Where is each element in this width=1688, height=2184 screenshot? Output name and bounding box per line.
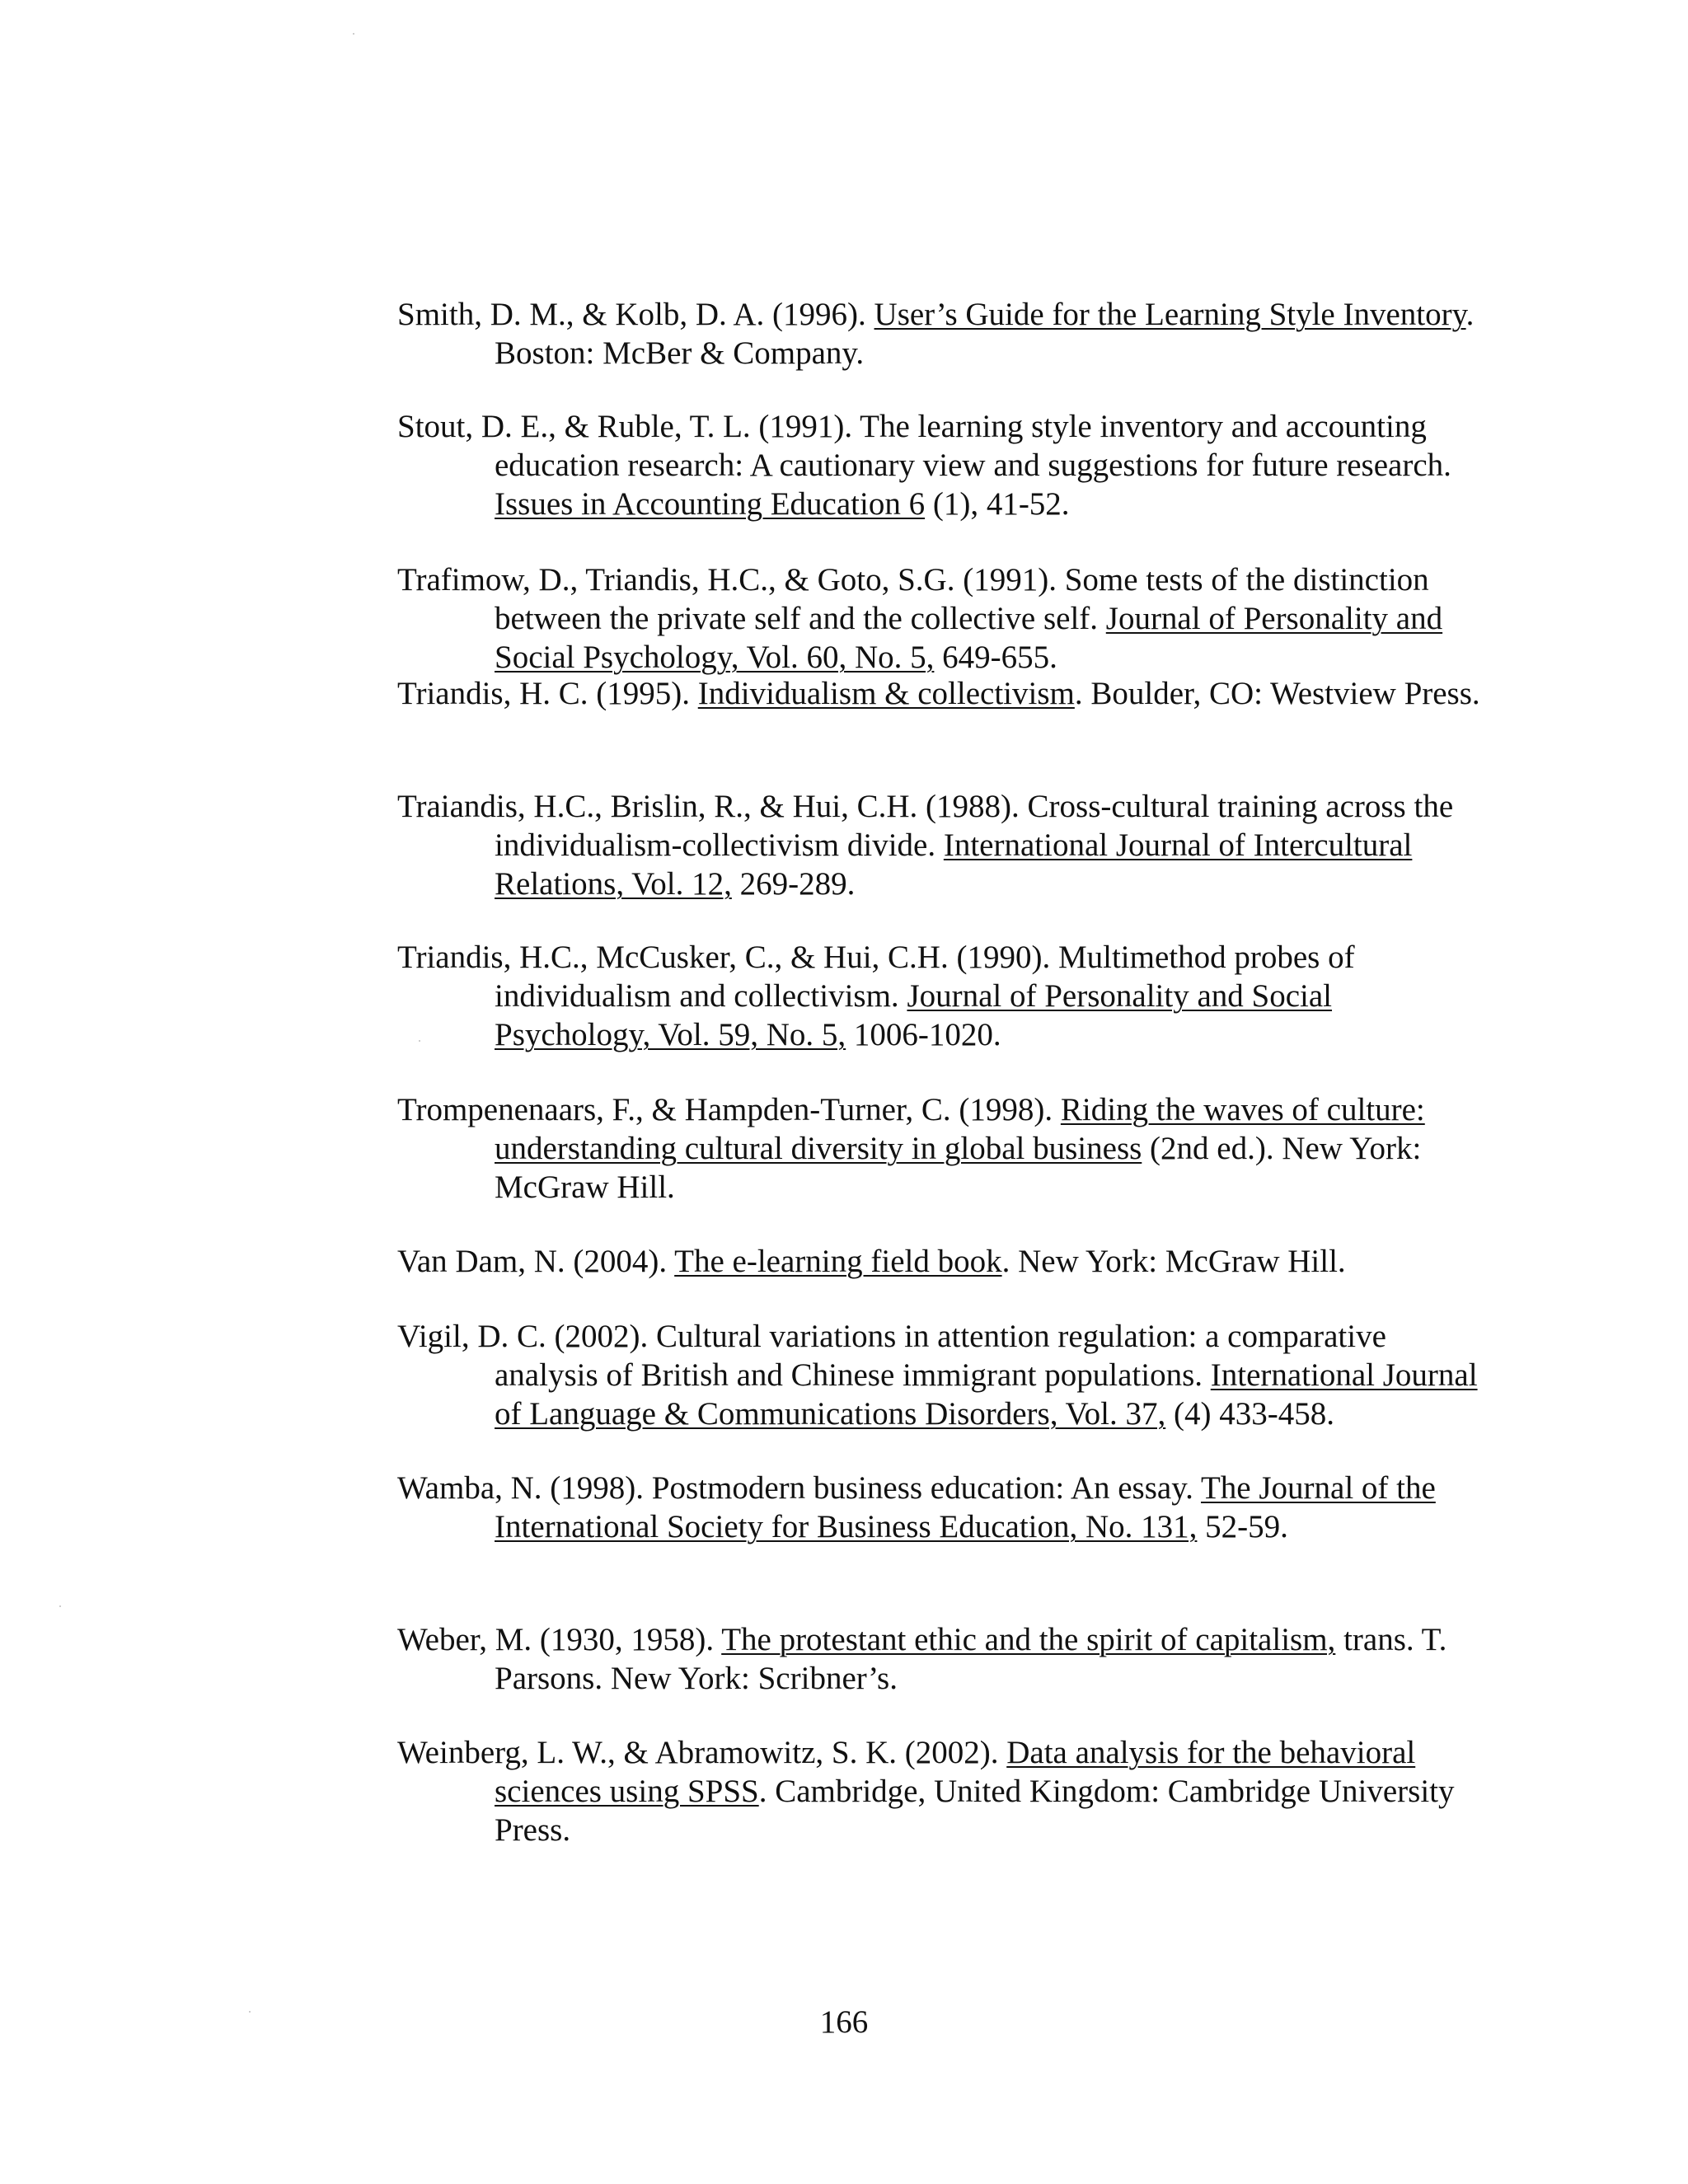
reference-text: (4) 433-458. (1165, 1396, 1334, 1432)
reference-text: Vigil, D. C. (2002). Cultural variations in attention regulation: a comparative analysis of British and Chinese immigrant populations. (397, 1319, 1386, 1393)
reference-title: Issues in Accounting Education 6 (495, 486, 926, 522)
reference-title: Journal of Personality and Social Psychology, Vol. 59, No. 5, (495, 978, 1333, 1052)
reference-text: . Cambridge, United Kingdom: Cambridge University Press. (495, 1774, 1455, 1848)
reference-entry (397, 295, 1485, 373)
reference-title: International Journal of Language & Communications Disorders, Vol. 37, (495, 1357, 1478, 1432)
reference-entry (397, 1620, 1485, 1698)
reference-text: Stout, D. E., & Ruble, T. L. (1991). The learning style inventory and accounting education research: A cautionary view and suggestions for future research. (397, 409, 1451, 483)
reference-title: Riding the waves of culture: understanding cultural diversity in global business (495, 1092, 1425, 1166)
reference-entry (397, 1317, 1485, 1433)
reference-text: (2nd ed.). New York: McGraw Hill. (495, 1131, 1422, 1205)
reference-text: Triandis, H.C., McCusker, C., & Hui, C.H. (1990). Multimethod probes of individualism and collectivism. (397, 940, 1355, 1014)
reference-text: 52-59. (1197, 1509, 1288, 1544)
reference-title: Individualism & collectivism (697, 676, 1075, 711)
reference-entry (397, 1733, 1485, 1849)
reference-entry (397, 1090, 1485, 1207)
scan-speck (353, 33, 354, 35)
reference-title: Data analysis for the behavioral sciences using SPSS (495, 1735, 1416, 1809)
reference-text: 1006-1020. (846, 1017, 1001, 1052)
reference-text: Weber, M. (1930, 1958). (397, 1622, 722, 1657)
reference-text: Smith, D. M., & Kolb, D. A. (1996). (397, 297, 874, 332)
reference-text: trans. T. Parsons. New York: Scribner’s. (495, 1622, 1447, 1696)
reference-text: 269-289. (731, 866, 856, 902)
reference-text: . Boston: McBer & Company. (495, 297, 1475, 371)
reference-text: Triandis, H. C. (1995). (397, 676, 698, 711)
reference-entry (397, 938, 1485, 1054)
reference-title: User’s Guide for the Learning Style Inventory (874, 297, 1466, 332)
reference-title: Journal of Personality and Social Psychology, Vol. 60, No. 5, (495, 601, 1443, 675)
reference-text: (1), 41-52. (925, 486, 1070, 522)
reference-title: The e-learning field book (674, 1244, 1002, 1279)
reference-text: Weinberg, L. W., & Abramowitz, S. K. (2002). (397, 1735, 1007, 1770)
reference-text: Trompenenaars, F., & Hampden-Turner, C. (1998). (397, 1092, 1061, 1127)
reference-text: . New York: McGraw Hill. (1001, 1244, 1346, 1279)
reference-entry (397, 674, 1485, 713)
reference-text: Van Dam, N. (2004). (397, 1244, 675, 1279)
reference-entry (397, 560, 1485, 677)
reference-entry (397, 1242, 1485, 1281)
reference-text: Wamba, N. (1998). Postmodern business education: An essay. (397, 1470, 1201, 1506)
reference-entry (397, 1469, 1485, 1546)
reference-text: Trafimow, D., Triandis, H.C., & Goto, S.G. (1991). Some tests of the distinction between the private self and the collective self. (397, 562, 1429, 636)
reference-text: 649-655. (934, 640, 1057, 675)
scan-speck (59, 1605, 61, 1607)
reference-text: . Boulder, CO: Westview Press. (1074, 676, 1480, 711)
page-number: 166 (819, 2004, 869, 2040)
reference-entry (397, 407, 1485, 523)
reference-title: International Journal of Intercultural Relations, Vol. 12, (495, 827, 1413, 902)
reference-title: The Journal of the International Society for Business Education, No. 131, (495, 1470, 1436, 1544)
reference-title: The protestant ethic and the spirit of capitalism, (721, 1622, 1336, 1657)
reference-text: Traiandis, H.C., Brislin, R., & Hui, C.H. (1988). Cross-cultural training across the individualism-collectivism divide. (397, 789, 1454, 863)
reference-entry (397, 787, 1485, 903)
